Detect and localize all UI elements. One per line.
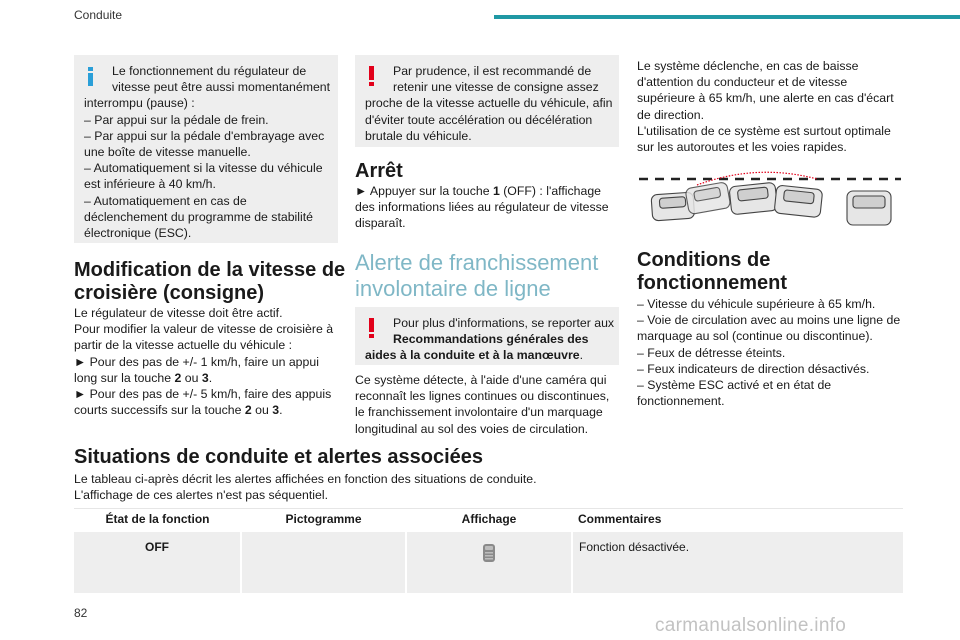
body-line: de direction.: [637, 107, 704, 122]
section-title: Conduite: [74, 8, 123, 22]
page-number: 82: [74, 606, 88, 620]
list-item: – Feux indicateurs de direction désactivés.: [637, 361, 870, 376]
body-line: ► Appuyer sur la touche 1 (OFF) : l'affichage: [355, 184, 602, 198]
key-3: 3: [272, 403, 280, 418]
heading-conditions-line1: Conditions de: [637, 249, 771, 271]
header-accent-rule: [494, 15, 960, 19]
body-line: Le régulateur de vitesse doit être actif.: [74, 306, 283, 320]
warning-line: aides à la conduite et à la manœuvre.: [365, 348, 584, 363]
info-line: vitesse peut être aussi momentanément: [112, 80, 331, 95]
body-line: Le tableau ci-après décrit les alertes affichées en fonction des situations de conduite.: [74, 472, 537, 486]
cell-state: OFF: [74, 531, 241, 593]
car-sequence-icon: [651, 182, 891, 225]
body-line: le franchissement involontaire d'un marquage: [355, 405, 603, 420]
situations-table: [74, 508, 903, 593]
list-item: – Feux de détresse éteints.: [637, 345, 786, 360]
info-icon: [88, 67, 94, 85]
conditions-list: [637, 296, 903, 409]
info-line: – Par appui sur la pédale de frein.: [84, 112, 269, 127]
list-item: marquage au sol (continue ou discontinue).: [637, 329, 873, 344]
body-line: des informations liées au régulateur de vitesse: [355, 200, 609, 215]
list-item: – Voie de circulation avec au moins une ligne de: [637, 313, 901, 328]
column-header-state: État de la fonction: [74, 509, 241, 531]
info-line: est inférieure à 40 km/h.: [84, 177, 216, 192]
warning-line: brutale du véhicule.: [365, 128, 472, 143]
body-line: partir de la vitesse actuelle du véhicule :: [74, 338, 293, 353]
table-row: [74, 531, 903, 593]
lane-display-grey-icon: [481, 541, 497, 565]
body-line: L'affichage de ces alertes n'est pas séquentiel.: [74, 488, 328, 503]
body-line: longitudinal au sol des voies de circulation.: [355, 421, 589, 436]
list-item: – Vitesse du véhicule supérieure à 65 km/h.: [637, 297, 876, 311]
body-line: L'utilisation de ce système est surtout optimale: [637, 123, 891, 138]
cell-comment: Fonction désactivée.: [572, 531, 903, 593]
key-1: 1: [492, 184, 500, 198]
info-line: déclenchement du programme de stabilité: [84, 209, 313, 224]
watermark: carmanualsonline.info: [655, 615, 847, 636]
body-line: sur les autoroutes et les voies rapides.: [637, 140, 847, 155]
info-line: – Automatiquement si la vitesse du véhicule: [84, 161, 323, 176]
body-line: ► Pour des pas de +/- 5 km/h, faire des appuis: [74, 387, 332, 402]
info-box-pause: [74, 55, 338, 243]
modification-body: [74, 305, 338, 418]
body-line: reconnaît les lignes continues ou discontinues,: [355, 389, 610, 404]
info-line: interrompu (pause) :: [84, 96, 195, 111]
key-2: 2: [174, 370, 182, 385]
warning-box-recommandations: [355, 307, 619, 365]
body-line: courts successifs sur la touche 2 ou 3.: [74, 403, 283, 418]
arret-body: [355, 183, 619, 232]
body-line: Ce système détecte, à l'aide d'une caméra qui: [355, 373, 607, 387]
body-line: Pour modifier la valeur de vitesse de croisière à: [74, 322, 334, 337]
cell-display: [406, 531, 572, 593]
warning-icon: [369, 66, 375, 86]
list-item: fonctionnement.: [637, 394, 725, 409]
body-line: long sur la touche 2 ou 3.: [74, 370, 213, 385]
info-line: – Par appui sur la pédale d'embrayage avec: [84, 128, 325, 143]
info-line: électronique (ESC).: [84, 226, 192, 241]
info-line: Le fonctionnement du régulateur de: [112, 64, 307, 78]
warning-line: proche de la vitesse actuelle du véhicule, afin: [365, 96, 613, 111]
table-header-row: [74, 509, 903, 531]
warning-line: Par prudence, il est recommandé de: [393, 64, 592, 78]
heading-alerte-line1: Alerte de franchissement: [355, 250, 599, 275]
info-line: – Automatiquement en cas de: [84, 193, 247, 208]
systeme-body: [637, 58, 903, 155]
body-line: Le système déclenche, en cas de baisse: [637, 59, 859, 73]
heading-arret: Arrêt: [355, 160, 403, 182]
alerte-body: [355, 372, 619, 437]
warning-icon: [369, 318, 375, 338]
warning-line: Pour plus d'informations, se reporter aux: [393, 316, 615, 330]
column-header-pictogram: Pictogramme: [241, 509, 406, 531]
heading-alerte-line2: involontaire de ligne: [355, 276, 551, 301]
heading-conditions-line2: fonctionnement: [637, 272, 787, 294]
warning-line: retenir une vitesse de consigne assez: [393, 80, 599, 95]
key-3: 3: [201, 370, 209, 385]
list-item: – Système ESC activé et en état de: [637, 378, 832, 393]
info-line: une boîte de vitesse manuelle.: [84, 145, 251, 160]
warning-line: Recommandations générales des: [393, 332, 589, 347]
warning-box-prudence: [355, 55, 619, 147]
warning-line: d'éviter toute accélération ou décélération: [365, 112, 593, 127]
situations-intro: [74, 471, 903, 503]
body-line: d'attention du conducteur et de vitesse: [637, 75, 848, 90]
key-2: 2: [244, 403, 252, 418]
lane-departure-illustration: [637, 165, 903, 235]
heading-situations: Situations de conduite et alertes associées: [74, 446, 484, 468]
column-header-display: Affichage: [406, 509, 572, 531]
heading-modification-line2: croisière (consigne): [74, 282, 265, 304]
body-line: supérieure à 65 km/h, une alerte en cas d'écart: [637, 91, 894, 106]
body-line: disparaît.: [355, 216, 406, 231]
body-line: ► Pour des pas de +/- 1 km/h, faire un appui: [74, 354, 319, 369]
heading-modification-line1: Modification de la vitesse de: [74, 259, 346, 281]
cell-pictogram: [241, 531, 406, 593]
column-header-comments: Commentaires: [572, 509, 903, 531]
